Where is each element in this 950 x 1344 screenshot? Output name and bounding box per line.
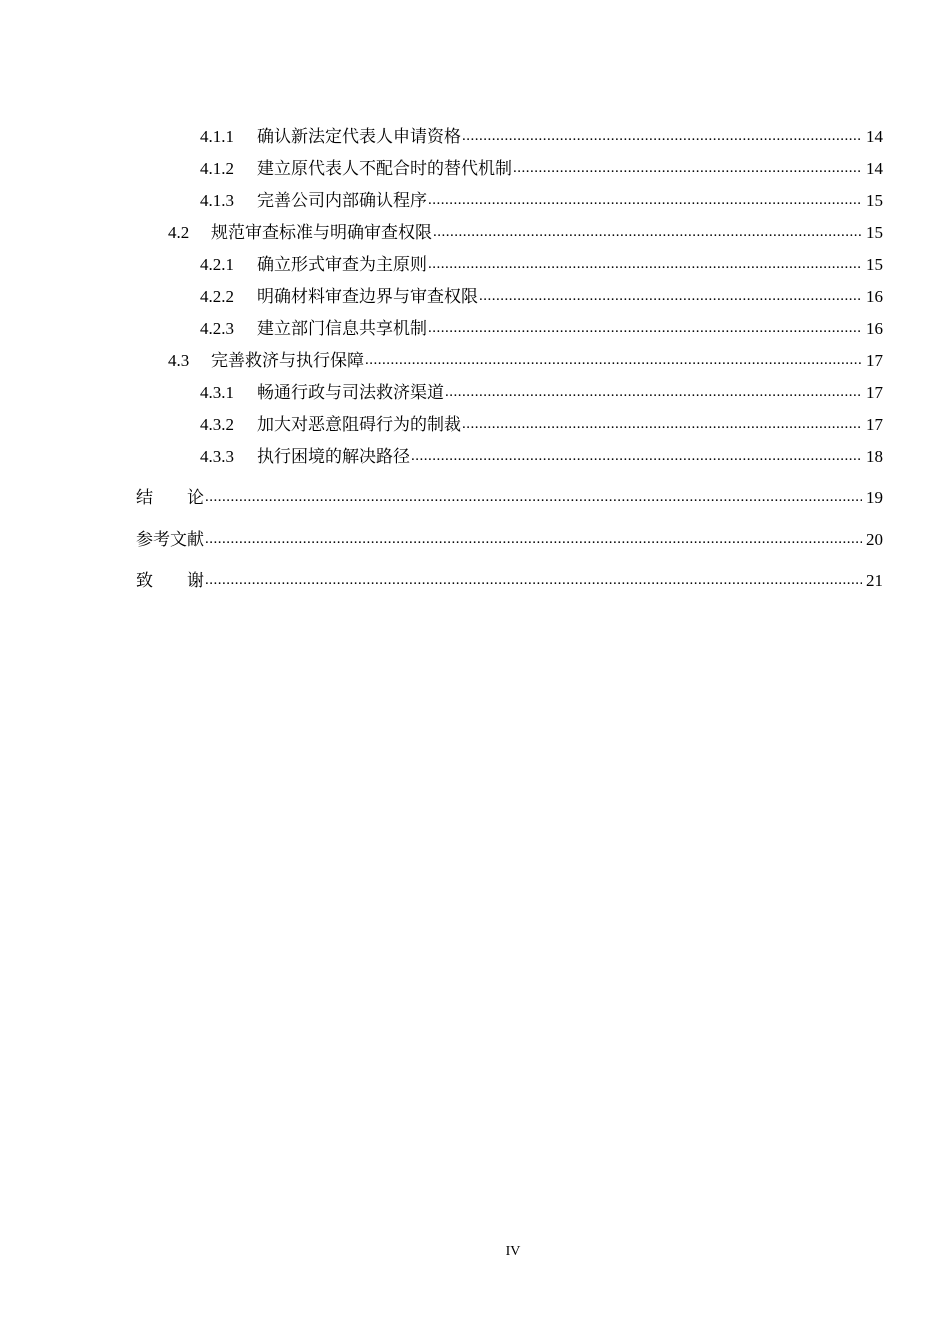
dot-leader (205, 486, 862, 503)
toc-page-number: 20 (866, 530, 883, 549)
dot-leader (428, 317, 862, 334)
toc-entry-references[interactable] (0, 525, 883, 550)
toc-title: 参考文献 (136, 530, 204, 550)
dot-leader (433, 221, 862, 238)
toc-number: 4.1.1 (200, 127, 234, 146)
toc-entry-acknowledgements[interactable] (0, 566, 883, 591)
toc-page-number: 16 (866, 319, 883, 338)
toc-number: 4.3.2 (200, 415, 234, 434)
toc-entry-4-3-2[interactable] (0, 410, 883, 435)
toc-title: 加大对恶意阻碍行为的制裁 (257, 415, 461, 434)
toc-title: 执行困境的解决路径 (257, 447, 410, 466)
dot-leader (462, 125, 862, 142)
toc-title: 致 谢 (136, 571, 204, 591)
dot-leader (445, 381, 862, 398)
toc-title: 建立原代表人不配合时的替代机制 (257, 159, 512, 178)
toc-page-number: 15 (866, 255, 883, 274)
toc-number: 4.2.2 (200, 287, 234, 306)
toc-title: 明确材料审查边界与审查权限 (257, 287, 478, 306)
dot-leader (205, 569, 862, 586)
toc-page-number: 18 (866, 447, 883, 466)
dot-leader (462, 413, 862, 430)
toc-title: 规范审查标准与明确审查权限 (211, 223, 432, 242)
toc-entry-4-2-3[interactable] (0, 314, 883, 339)
toc-number: 4.3.3 (200, 447, 234, 466)
toc-title: 确立形式审查为主原则 (257, 255, 427, 274)
toc-entry-4-2[interactable] (0, 218, 883, 243)
toc-page-number: 15 (866, 223, 883, 242)
toc-entry-conclusion[interactable] (0, 483, 883, 508)
dot-leader (479, 285, 862, 302)
toc-entry-4-1-1[interactable] (0, 122, 883, 147)
toc-number: 4.3.1 (200, 383, 234, 402)
dot-leader (365, 349, 862, 366)
toc-title: 完善公司内部确认程序 (257, 191, 427, 210)
dot-leader (205, 528, 862, 545)
toc-entry-4-1-2[interactable] (0, 154, 883, 179)
toc-page-number: 21 (866, 571, 883, 590)
toc-number: 4.1.2 (200, 159, 234, 178)
toc-title: 确认新法定代表人申请资格 (257, 127, 461, 146)
page-footer-number: IV (505, 1244, 521, 1259)
toc-number: 4.2.1 (200, 255, 234, 274)
toc-page-number: 17 (866, 351, 883, 370)
toc-entry-4-2-1[interactable] (0, 250, 883, 275)
toc-page-number: 19 (866, 488, 883, 507)
toc-page-number: 14 (866, 159, 883, 178)
toc-number: 4.1.3 (200, 191, 234, 210)
dot-leader (428, 253, 862, 270)
toc-page-number: 14 (866, 127, 883, 146)
toc-entry-4-3-3[interactable] (0, 442, 883, 467)
toc-number: 4.2 (168, 223, 190, 242)
toc-page-number: 17 (866, 415, 883, 434)
toc-entry-4-2-2[interactable] (0, 282, 883, 307)
toc-entry-4-3-1[interactable] (0, 378, 883, 403)
toc-title: 建立部门信息共享机制 (257, 319, 427, 338)
toc-entry-4-1-3[interactable] (0, 186, 883, 211)
dot-leader (428, 189, 862, 206)
toc-title: 畅通行政与司法救济渠道 (257, 383, 444, 402)
toc-number: 4.2.3 (200, 319, 234, 338)
toc-page-number: 16 (866, 287, 883, 306)
toc-page-number: 15 (866, 191, 883, 210)
toc-title: 结 论 (136, 488, 204, 508)
dot-leader (411, 445, 862, 462)
toc-title: 完善救济与执行保障 (211, 351, 364, 370)
toc-entry-4-3[interactable] (0, 346, 883, 371)
dot-leader (513, 157, 862, 174)
toc-page-number: 17 (866, 383, 883, 402)
toc-number: 4.3 (168, 351, 190, 370)
